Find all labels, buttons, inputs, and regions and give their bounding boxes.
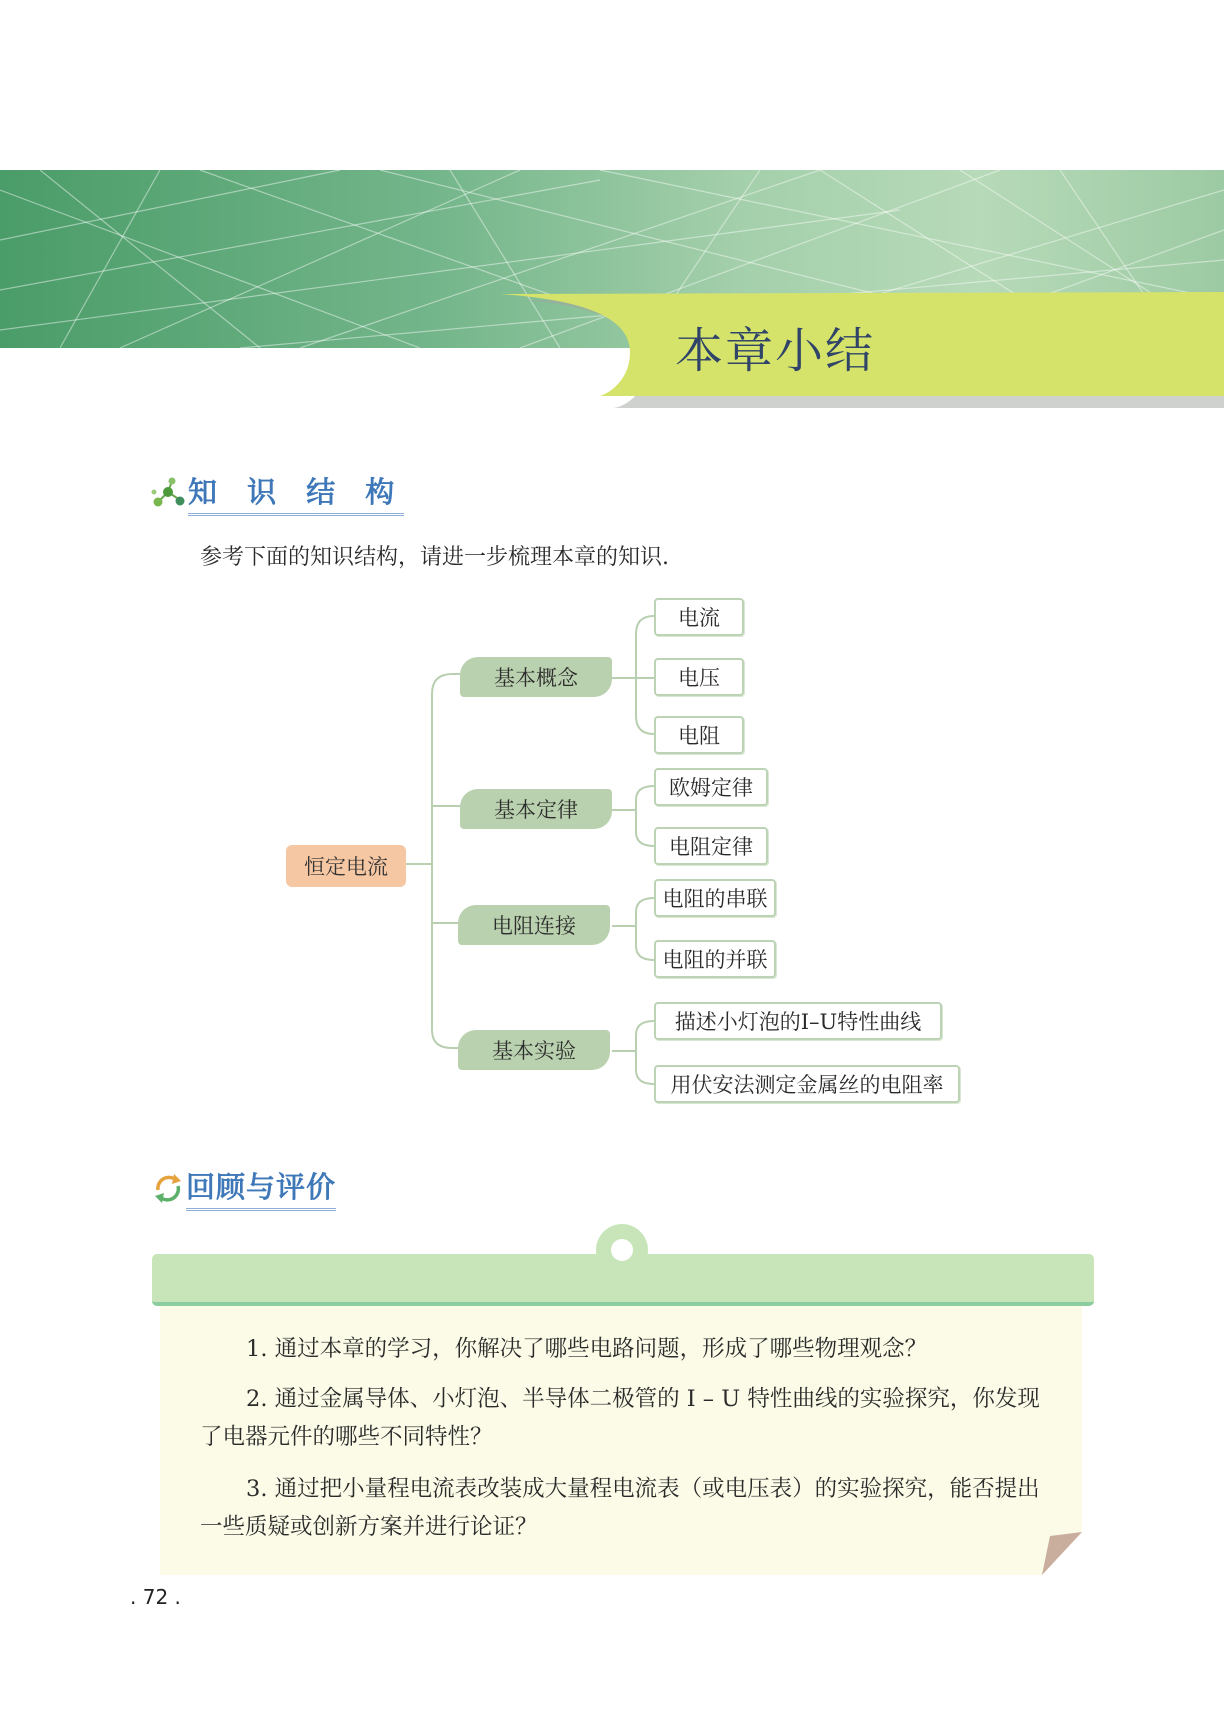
mindmap-leaf-node: 电压 (654, 658, 744, 696)
chapter-title: 本章小结 (675, 323, 876, 379)
mindmap-leaf-node: 电阻定律 (654, 827, 768, 865)
page-curl-corner (1042, 1532, 1082, 1575)
knowledge-intro-text: 参考下面的知识结构，请进一步梳理本章的知识. (200, 545, 669, 570)
mindmap-leaf-node: 电阻 (654, 716, 744, 754)
mindmap-leaf-node: 用伏安法测定金属丝的电阻率 (654, 1065, 960, 1103)
mindmap-leaf-node: 电阻的串联 (654, 879, 776, 917)
mindmap-branch-node: 电阻连接 (458, 905, 610, 945)
review-card-header-bar (152, 1254, 1094, 1306)
review-heading (150, 1165, 336, 1211)
chapter-title-tab (0, 0, 1224, 420)
molecule-icon (150, 476, 188, 510)
review-card-hole (611, 1239, 633, 1261)
knowledge-structure-heading (150, 470, 404, 516)
review-title: 回顾与评价 (186, 1165, 336, 1211)
mindmap-leaf-node: 欧姆定律 (654, 768, 768, 806)
mindmap-branch-node: 基本实验 (458, 1030, 610, 1070)
page-number: . 72 . (130, 1585, 181, 1609)
mindmap-branch-node: 基本定律 (460, 789, 612, 829)
knowledge-structure-title: 知 识 结 构 (188, 470, 404, 516)
mindmap-leaf-node: 电阻的并联 (654, 940, 776, 978)
review-question: 1. 通过本章的学习，你解决了哪些电路问题，形成了哪些物理观念？ (246, 1336, 928, 1362)
mindmap-leaf-node: 电流 (654, 598, 744, 636)
review-question: 3. 通过把小量程电流表改装成大量程电流表（或电压表）的实验探究，能否提出一些质疑或创新方案并进行论证？ (200, 1476, 1040, 1540)
cycle-arrows-icon (150, 1170, 186, 1206)
mindmap-root-node: 恒定电流 (286, 845, 406, 887)
review-question: 2. 通过金属导体、小灯泡、半导体二极管的 I – U 特性曲线的实验探究，你发现了电器元件的哪些不同特性？ (200, 1386, 1040, 1450)
mindmap-branch-node: 基本概念 (460, 657, 612, 697)
mindmap-leaf-node: 描述小灯泡的I–U特性曲线 (654, 1002, 942, 1040)
